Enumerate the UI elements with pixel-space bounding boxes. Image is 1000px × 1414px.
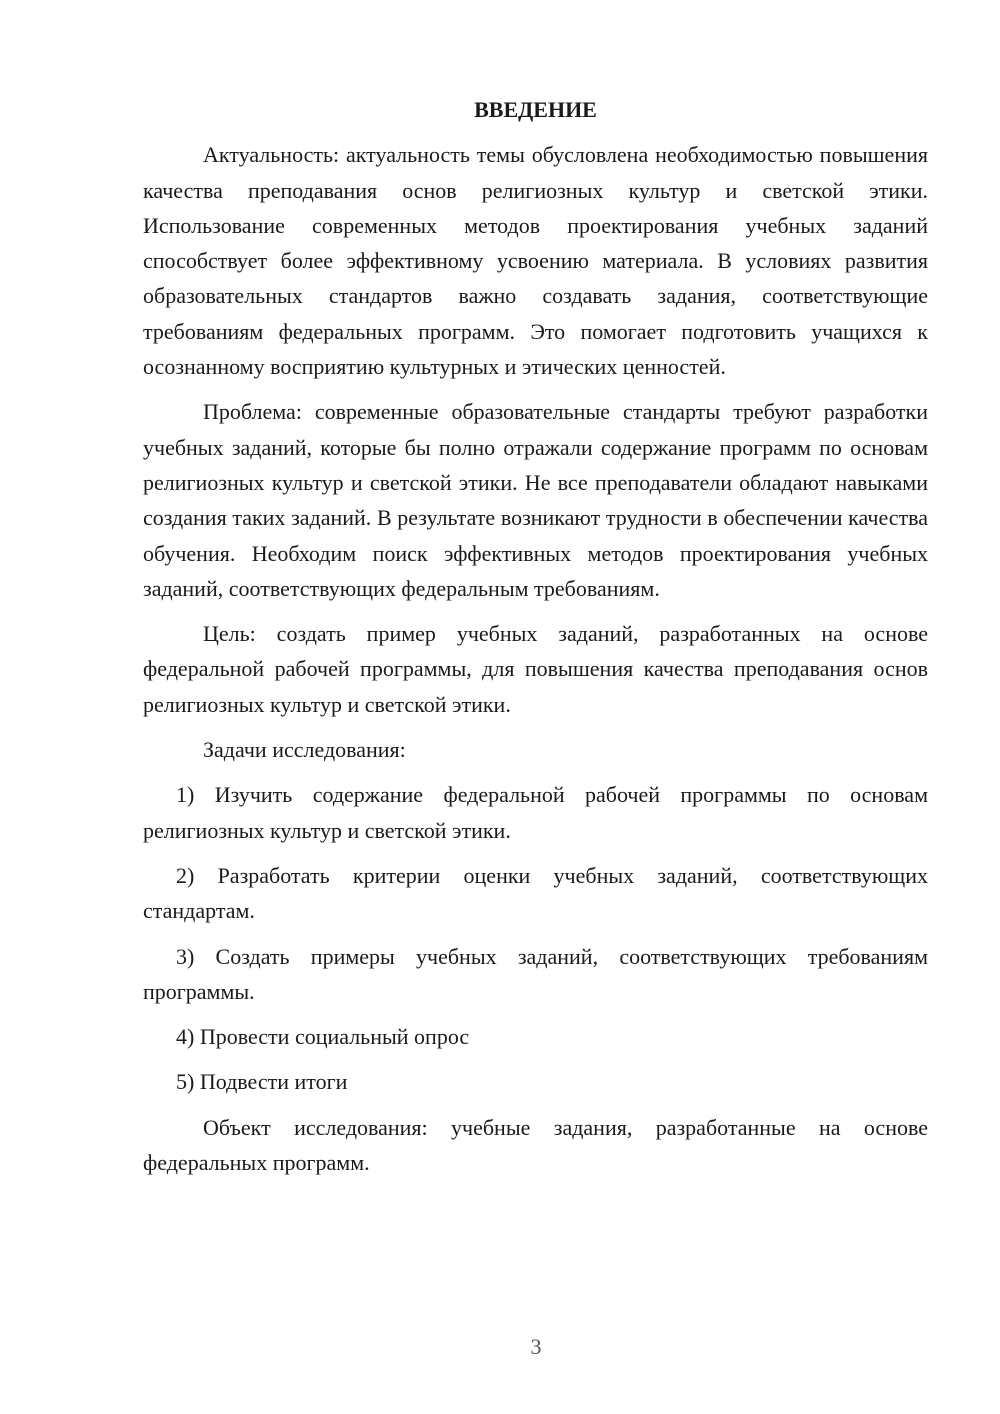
section-title: ВВЕДЕНИЕ (474, 97, 597, 122)
page-content (143, 92, 928, 1190)
task-item: 1) Изучить содержание федеральной рабочей программы по основам религиозных культур и светской этики. (143, 782, 928, 843)
object-paragraph: Объект исследования: учебные задания, разработанные на основе федеральных программ. (143, 1114, 928, 1176)
tasks-heading: Задачи исследования: (203, 737, 406, 763)
relevance-paragraph: Актуальность: актуальность темы обусловлена необходимостью повышения качества преподавания основ религиозных культур и светской этики. Использование современных методов проектирования учебных заданий способствует более эффективному усвоению материала. В условиях развития образовательных стандартов важно создавать задания, соответствующие требованиям федеральных программ. Это помогает подготовить учащихся к осознанному восприятию культурных и этических ценностей. (143, 142, 928, 380)
task-item: 5) Подвести итоги (176, 1069, 348, 1095)
page-number: 3 (530, 1334, 542, 1359)
problem-paragraph: Проблема: современные образовательные стандарты требуют разработки учебных заданий, которые бы полно отражали содержание программ по основам религиозных культур и светской этики. Не все преподаватели обладают навыками создания таких заданий. В результате возникают трудности в обеспечении качества обучения. Необходим поиск эффективных методов проектирования учебных заданий, соответствующих федеральным требованиям. (143, 399, 928, 601)
task-item: 2) Разработать критерии оценки учебных заданий, соответствующих стандартам. (143, 862, 928, 924)
task-item: 3) Создать примеры учебных заданий, соответствующих требованиям программы. (143, 943, 928, 1004)
task-item: 4) Провести социальный опрос (176, 1024, 470, 1050)
goal-paragraph: Цель: создать пример учебных заданий, разработанных на основе федеральной рабочей программы, для повышения качества преподавания основ религиозных культур и светской этики. (143, 621, 928, 717)
